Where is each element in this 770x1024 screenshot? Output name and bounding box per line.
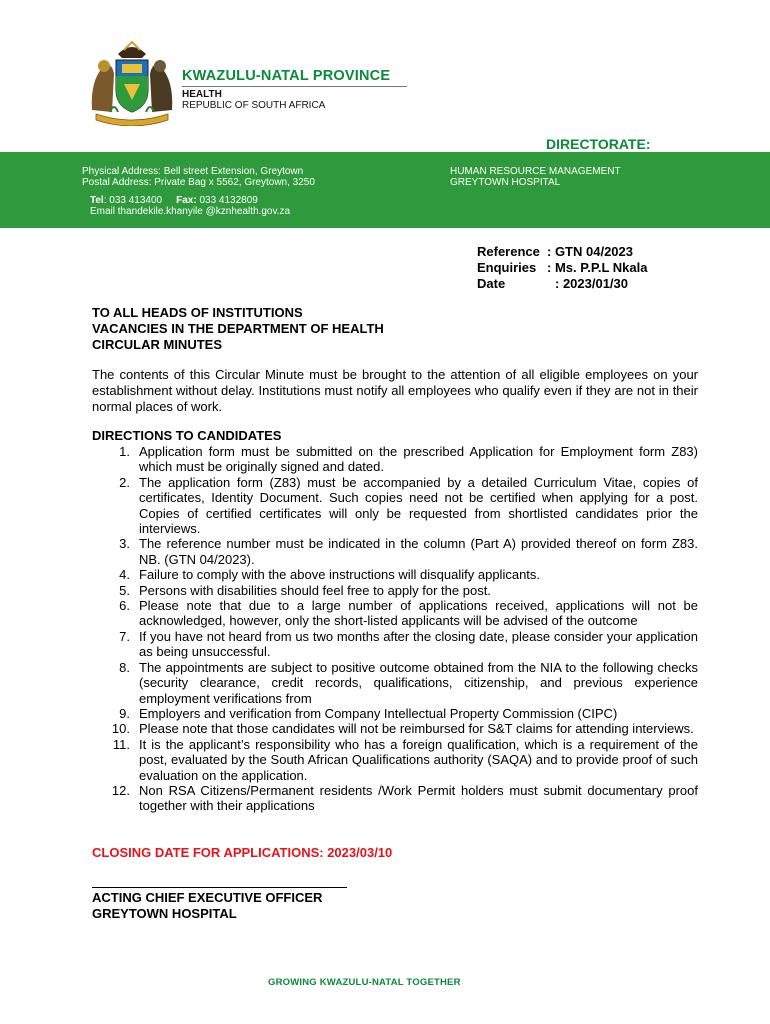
circular-title: CIRCULAR MINUTES [92, 337, 222, 352]
direction-text: The reference number must be indicated in the column (Part A) provided thereof on form Z83. NB. (GTN 04/2023). [139, 536, 698, 567]
closing-date: CLOSING DATE FOR APPLICATIONS: 2023/03/10 [92, 845, 393, 860]
direction-item [92, 598, 698, 629]
unit-name: HUMAN RESOURCE MANAGEMENT [450, 166, 621, 177]
signature-line [92, 887, 347, 888]
direction-text: If you have not heard from us two months after the closing date, please consider your application as being unsuccessful. [139, 628, 698, 660]
letterhead-divider [182, 86, 407, 87]
enquiries-row [477, 260, 647, 276]
address-block [82, 167, 315, 188]
direction-item [92, 475, 698, 537]
direction-item [92, 583, 698, 598]
direction-number: 12. [111, 782, 130, 798]
direction-item [92, 706, 698, 721]
direction-number: 3. [119, 536, 130, 552]
direction-number: 11. [112, 736, 130, 752]
postal-address: Postal Address: Private Bag x 5562, Greytown, 3250 [82, 176, 315, 188]
directions-list [92, 444, 698, 814]
email-line: Email thandekile.khanyile @kznhealth.gov.za [90, 206, 291, 217]
phone-fax-line [90, 195, 290, 206]
date-value: : 2023/01/30 [555, 276, 629, 291]
direction-text: It is the applicant’s responsibility who has a foreign qualification, which is a requirement of the post, evaluated by the South African Qualifications authority (SAQA) and to provide proof of such evaluation on the application. [139, 736, 698, 783]
direction-number: 10. [111, 721, 130, 737]
physical-address: Physical Address: Bell street Extension, Greytown [82, 166, 304, 177]
reference-block [477, 244, 647, 292]
tel-value: : 033 413400 [103, 195, 163, 206]
direction-text: Persons with disabilities should feel free to apply for the post. [139, 582, 491, 598]
direction-text: Please note that those candidates will not be reimbursed for S&T claims for attending interviews. [139, 721, 694, 737]
direction-item [92, 721, 698, 736]
unit-block [450, 167, 621, 188]
hospital-name: GREYTOWN HOSPITAL [450, 176, 561, 188]
subject-line: VACANCIES IN THE DEPARTMENT OF HEALTH [92, 321, 384, 336]
direction-number: 5. [119, 582, 130, 598]
coat-of-arms-logo [84, 40, 180, 126]
direction-number: 1. [119, 444, 130, 459]
addressee-line: TO ALL HEADS OF INSTITUTIONS [92, 305, 303, 320]
fax-label: Fax: [176, 195, 197, 206]
direction-number: 4. [119, 567, 130, 583]
enquiries-label: Enquiries [477, 260, 537, 275]
signatory-place: GREYTOWN HOSPITAL [92, 906, 237, 921]
direction-item [92, 737, 698, 783]
directorate-label: DIRECTORATE: [546, 136, 651, 152]
reference-label: Reference [477, 244, 540, 259]
direction-item [92, 783, 698, 814]
direction-item [92, 536, 698, 567]
direction-text: Employers and verification from Company Intellectual Property Commission (CIPC) [139, 705, 618, 721]
province-name: KWAZULU-NATAL PROVINCE [182, 68, 391, 84]
signatory-title: ACTING CHIEF EXECUTIVE OFFICER [92, 890, 323, 905]
direction-text: The application form (Z83) must be accompanied by a detailed Curriculum Vitae, copies of certificates, Identity Document. Such copies need not be certified when applying for a post. Copies of certified certificates will only be requested from shortlisted candidates prior the interviews. [139, 474, 698, 537]
signature-block [92, 890, 322, 922]
directions-heading: DIRECTIONS TO CANDIDATES [92, 428, 282, 443]
addressee-block [92, 305, 384, 353]
direction-item [92, 567, 698, 582]
department-name: HEALTH [182, 89, 222, 100]
intro-paragraph: The contents of this Circular Minute must be brought to the attention of all eligible employees on your establishment without delay. Institutions must notify all employees who qualify even if they are not in their normal places of work. [92, 367, 698, 414]
direction-text: The appointments are subject to positive outcome obtained from the NIA to the following checks (security clearance, credit records, qualifications, citizenship, and previous experience employment verifications from [139, 659, 698, 706]
direction-item [92, 629, 698, 660]
direction-number: 8. [119, 659, 130, 675]
direction-number: 6. [119, 598, 130, 614]
date-row [477, 276, 647, 292]
direction-text: Please note that due to a large number of applications received, applications will not be acknowledged, however, only the short-listed applicants will be advised of the outcome [139, 598, 698, 629]
enquiries-value: : Ms. P.P.L Nkala [547, 260, 648, 275]
country-name: REPUBLIC OF SOUTH AFRICA [182, 100, 326, 111]
direction-text: Non RSA Citizens/Permanent residents /Work Permit holders must submit documentary proof together with their applications [139, 782, 698, 814]
direction-text: Application form must be submitted on the prescribed Application for Employment form Z83) which must be originally signed and dated. [139, 444, 698, 475]
tel-label: Tel [90, 195, 104, 206]
direction-text: Failure to comply with the above instructions will disqualify applicants. [139, 567, 541, 583]
reference-value: : GTN 04/2023 [547, 244, 633, 259]
footer-slogan: GROWING KWAZULU-NATAL TOGETHER [268, 977, 461, 988]
contact-block [90, 195, 290, 217]
direction-number: 2. [119, 474, 130, 490]
direction-number: 9. [119, 705, 130, 721]
reference-row [477, 244, 647, 260]
direction-item [92, 660, 698, 706]
direction-item [92, 444, 698, 475]
fax-value: 033 4132809 [199, 195, 258, 206]
direction-number: 7. [119, 628, 130, 644]
date-label: Date [477, 276, 506, 291]
